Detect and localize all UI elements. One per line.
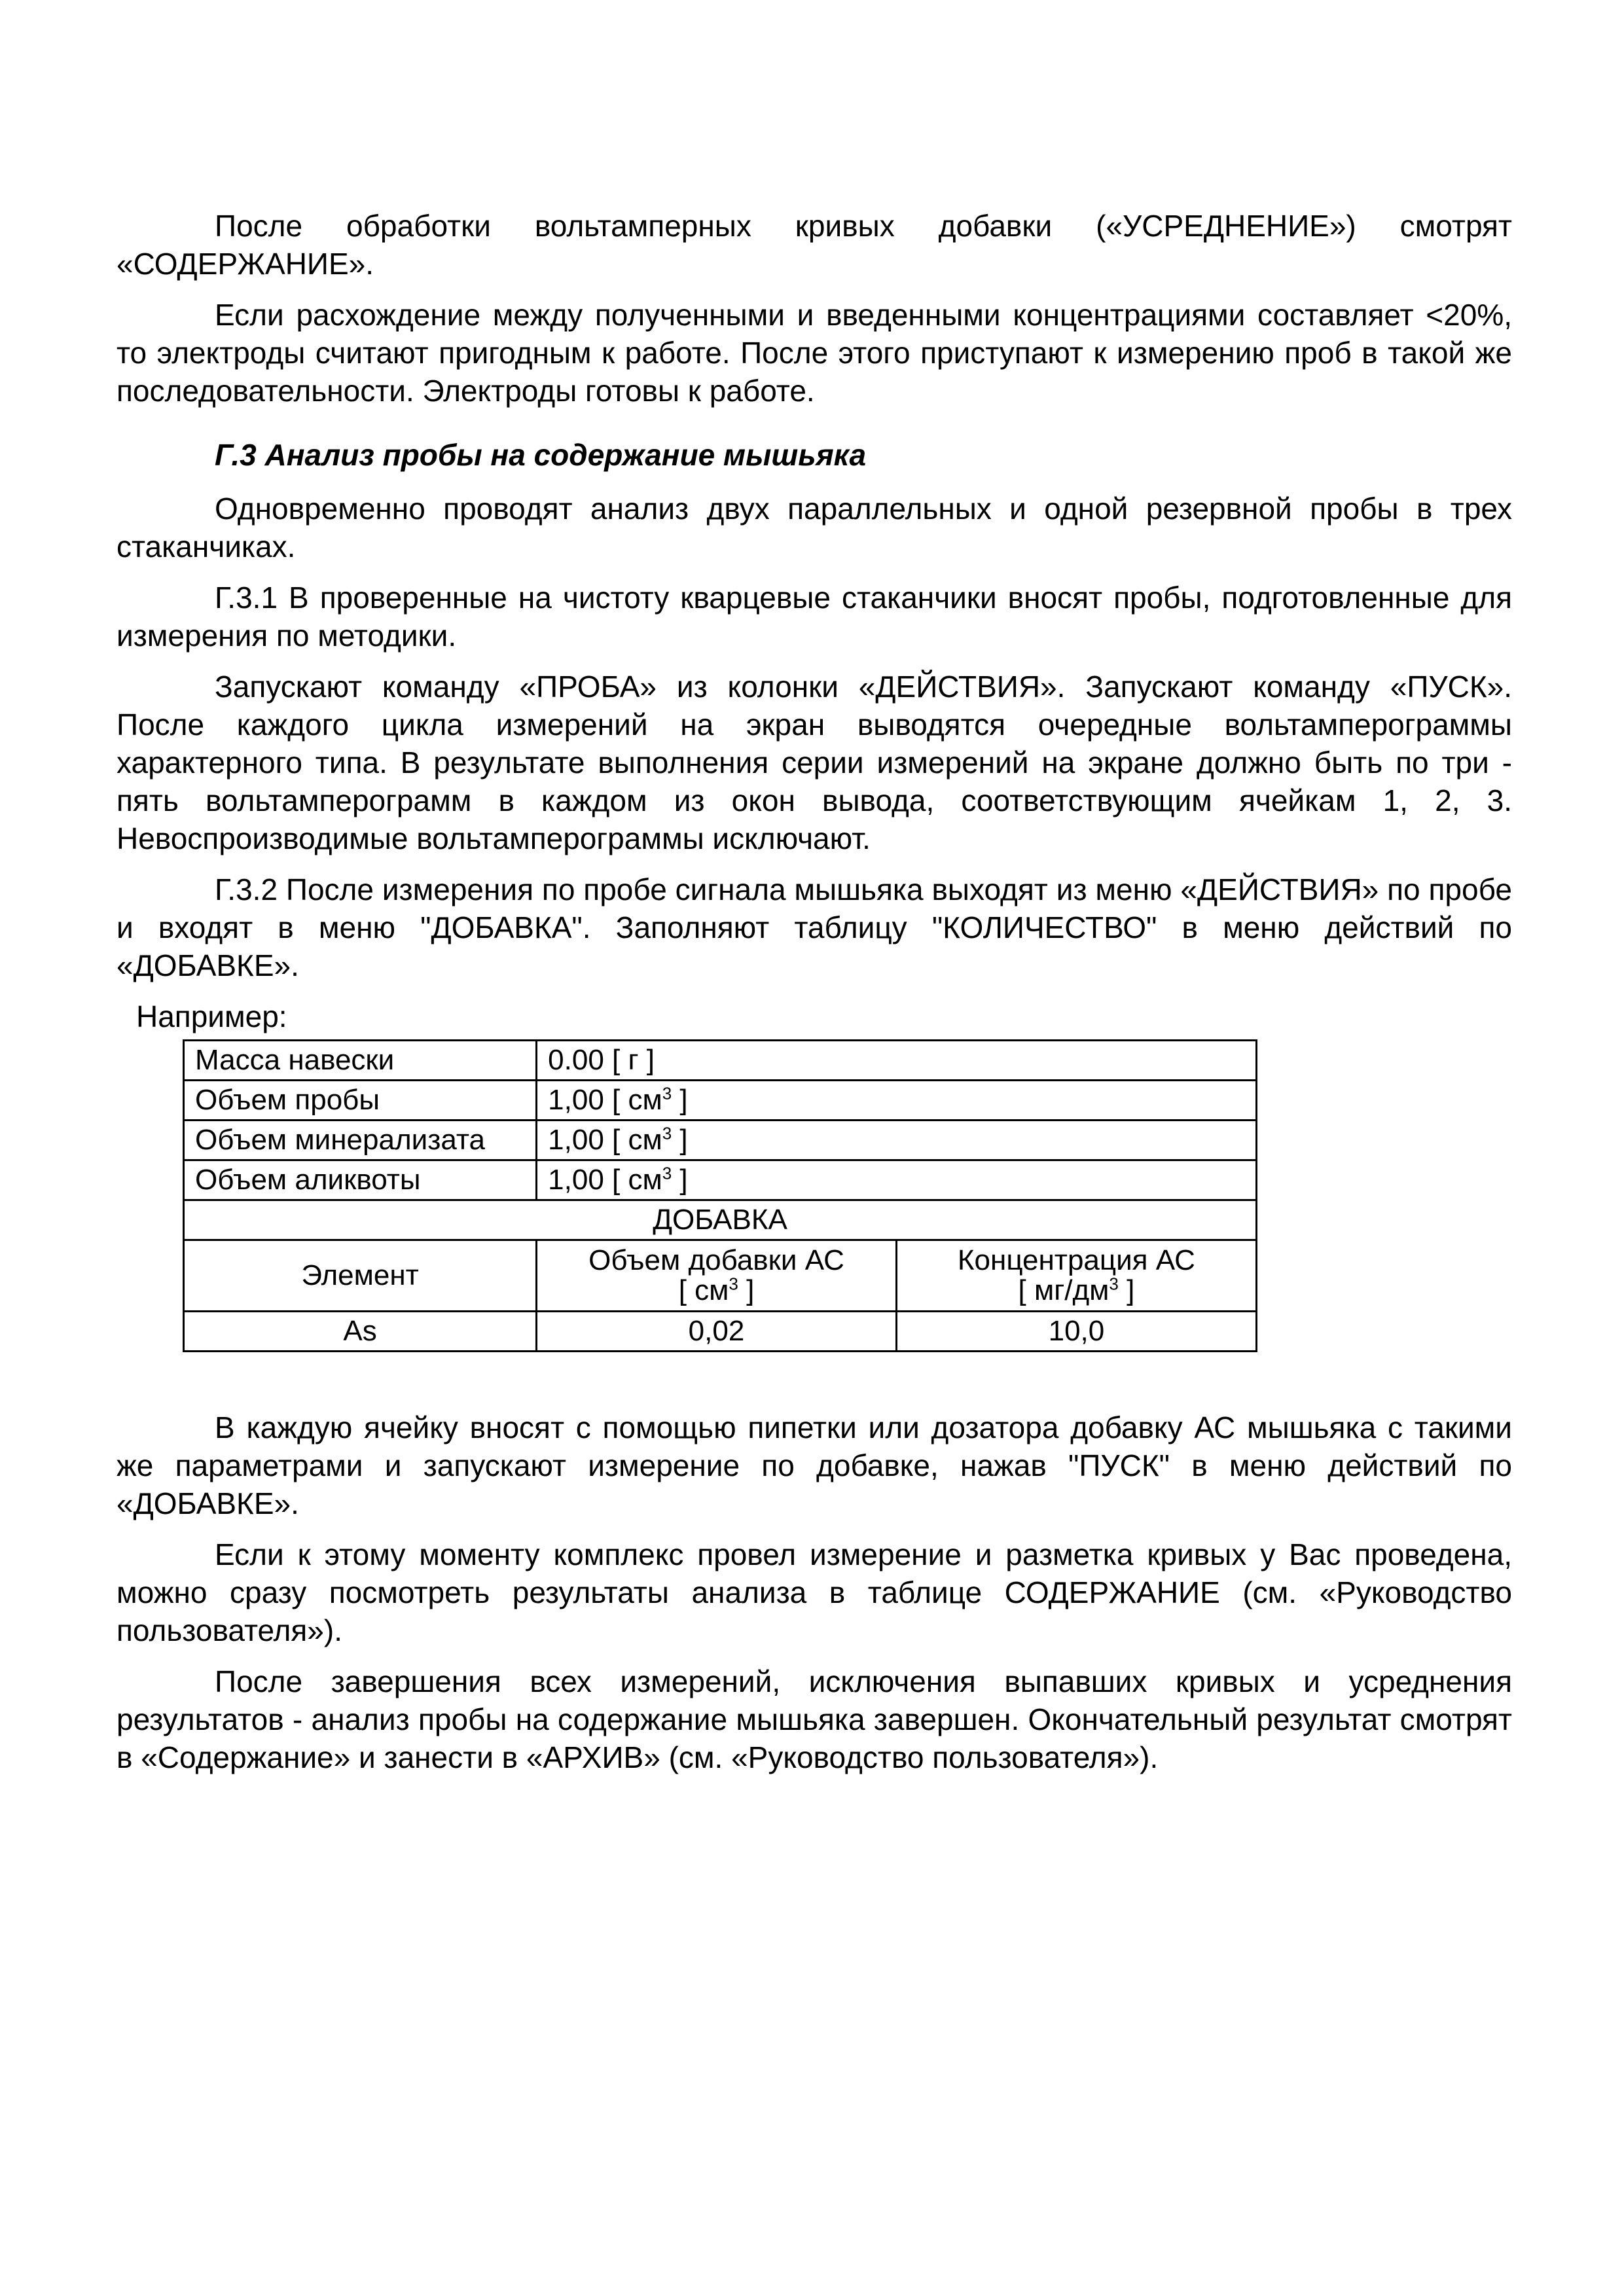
param-value: 1,00 [ $см^3$ ] [537, 1121, 1257, 1160]
paragraph-launch: Запускают команду «ПРОБА» из колонки «ДЕЙСТВИЯ». Запускают команду «ПУСК». После каждого цикла измерений на экран выводятся очередные вольтамперограммы характерного типа. В результате выполнения серии измерений на экране должно быть по три - пять вольтамперограмм в каждом из окон вывода, соответствующим ячейкам 1, 2, 3. Невоспроизводимые вольтамперограммы исключают. [117, 670, 1512, 855]
cell-element: As [184, 1312, 537, 1352]
table-row-dobavka-title [184, 1200, 1257, 1240]
paragraph-completion: После завершения всех измерений, исключения выпавших кривых и усреднения результатов - анализ пробы на содержание мышьяка завершен. Окончательный результат смотрят в «Содержание» и занести в «АРХИВ» (см. «Руководство пользователя»). [117, 1664, 1512, 1774]
header-concentration: Концентрация АС [ $мг/дм^3$ ] [896, 1240, 1256, 1312]
table-row [184, 1041, 1257, 1081]
example-label: Например: [136, 999, 287, 1033]
section-heading: Г.3 Анализ пробы на содержание мышьяка [215, 438, 867, 472]
paragraph-simultaneous: Одновременно проводят анализ двух параллельных и одной резервной пробы в трех стаканчиках. [117, 492, 1512, 564]
cell-volume: 0,02 [537, 1312, 897, 1352]
table-row [184, 1121, 1257, 1160]
paragraph-g32: Г.3.2 После измерения по пробе сигнала мышьяка выходят из меню «ДЕЙСТВИЯ» по пробе и входят в меню "ДОБАВКА". Заполняют таблицу "КОЛИЧЕСТВО" в меню действий по «ДОБАВКЕ». [117, 872, 1512, 982]
param-value: 1,00 [ $см^3$ ] [537, 1160, 1257, 1200]
param-value: 1,00 [ $см^3$ ] [537, 1081, 1257, 1121]
paragraph-add-sample: В каждую ячейку вносят с помощью пипетки или дозатора добавку АС мышьяка с такими же параметрами и запускают измерение по добавке, нажав "ПУСК" в меню действий по «ДОБАВКЕ». [117, 1410, 1512, 1520]
paragraph-discrepancy: Если расхождение между полученными и введенными концентрациями составляет <20%, то электроды считают пригодным к работе. После этого приступают к измерению проб в такой же последовательности. Электроды готовы к работе. [117, 298, 1512, 408]
paragraph-after-processing: После обработки вольтамперных кривых добавки («УСРЕДНЕНИЕ») смотрят «СОДЕРЖАНИЕ». [117, 209, 1512, 281]
parameters-table [183, 1039, 1257, 1352]
dobavka-title: ДОБАВКА [184, 1200, 1257, 1240]
document-page [117, 207, 1512, 1789]
table-data-row [184, 1312, 1257, 1352]
param-label: Объем пробы [184, 1081, 537, 1121]
param-value: 0.00 [ г ] [537, 1041, 1257, 1081]
param-label: Масса навески [184, 1041, 537, 1081]
cell-concentration: 10,0 [896, 1312, 1256, 1352]
header-volume: Объем добавки АС [ $см^3$ ] [537, 1240, 897, 1312]
bottom-section [117, 1408, 1512, 1776]
paragraph-results: Если к этому моменту комплекс провел измерение и разметка кривых у Вас проведена, можно сразу посмотреть результаты анализа в таблице СОДЕРЖАНИЕ (см. «Руководство пользователя»). [117, 1537, 1512, 1647]
table-row [184, 1081, 1257, 1121]
param-label: Объем минерализата [184, 1121, 537, 1160]
paragraph-g31: Г.3.1 В проверенные на чистоту кварцевые стаканчики вносят пробы, подготовленные для измерения по методики. [117, 581, 1512, 653]
header-element: Элемент [184, 1240, 537, 1312]
table-row [184, 1160, 1257, 1200]
table-header-row [184, 1240, 1257, 1312]
param-label: Объем аликвоты [184, 1160, 537, 1200]
